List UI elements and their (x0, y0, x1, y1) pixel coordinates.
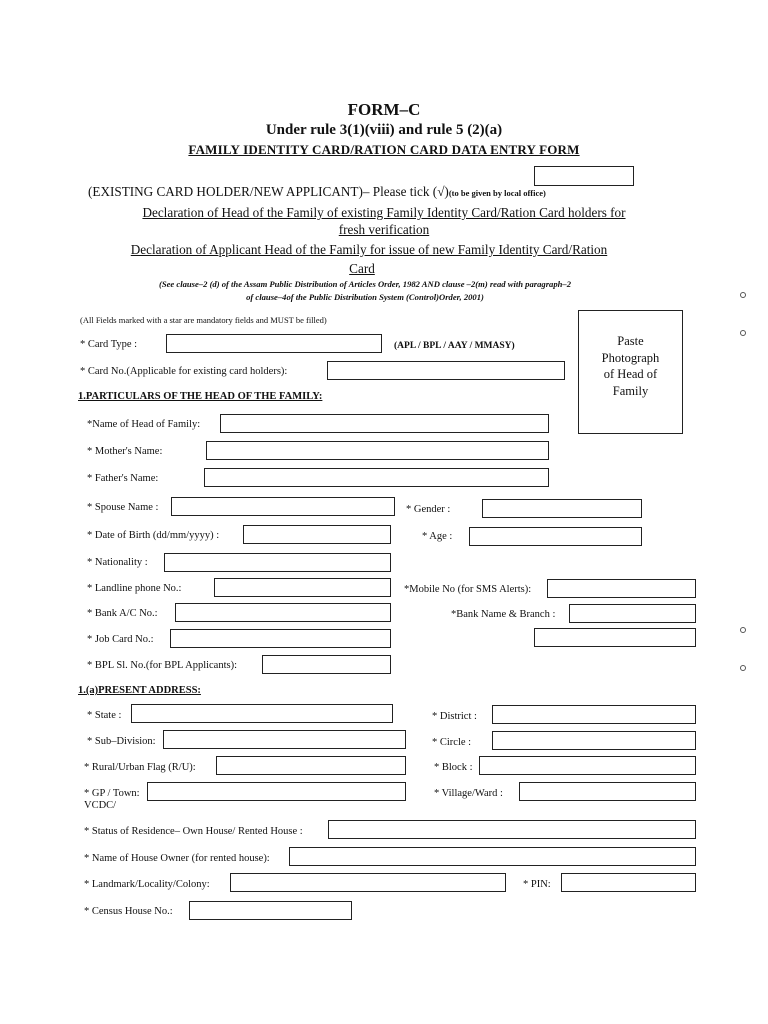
dob-field[interactable] (243, 525, 391, 544)
father-name-field[interactable] (204, 468, 549, 487)
rural-urban-label: * Rural/Urban Flag (R/U): (84, 762, 196, 773)
landmark-field[interactable] (230, 873, 506, 892)
mobile-field[interactable] (547, 579, 696, 598)
gp-town-label: * GP / Town: (84, 788, 140, 799)
gender-field[interactable] (482, 499, 642, 518)
declaration-new-cont: Card (349, 261, 375, 276)
landline-label: * Landline phone No.: (87, 583, 182, 594)
declaration-existing: Declaration of Head of the Family of existing Family Identity Card/Ration Card holders for (142, 205, 626, 220)
subdivision-field[interactable] (163, 730, 406, 749)
mother-name-field[interactable] (206, 441, 549, 460)
bank-ac-field[interactable] (175, 603, 391, 622)
bank-name-label: *Bank Name & Branch : (451, 609, 556, 620)
job-card-label: * Job Card No.: (87, 634, 154, 645)
circle-label: * Circle : (432, 737, 472, 748)
village-label: * Village/Ward : (434, 788, 503, 799)
vcdc-label: VCDC/ (84, 800, 117, 811)
gender-label: * Gender : (406, 504, 451, 515)
card-no-label: * Card No.(Applicable for existing card holders): (80, 366, 288, 377)
mobile-label: *Mobile No (for SMS Alerts): (404, 584, 532, 595)
bank-ac-label: * Bank A/C No.: (87, 608, 158, 619)
state-field[interactable] (131, 704, 393, 723)
nationality-label: * Nationality : (87, 557, 148, 568)
card-type-options: (APL / BPL / AAY / MMASY) (394, 341, 515, 351)
margin-punch-mark (740, 627, 746, 633)
declaration-existing-cont: fresh verification (338, 222, 430, 237)
gp-town-field[interactable] (147, 782, 406, 801)
margin-punch-mark (740, 292, 746, 298)
photo-line-2: Photograph (601, 350, 660, 365)
card-no-field[interactable] (327, 361, 565, 380)
state-label: * State : (87, 710, 122, 721)
margin-punch-mark (740, 330, 746, 336)
spouse-name-label: * Spouse Name : (87, 502, 159, 513)
residence-status-field[interactable] (328, 820, 696, 839)
circle-field[interactable] (492, 731, 696, 750)
photo-paste-area (578, 310, 683, 434)
tick-line (88, 184, 546, 200)
age-field[interactable] (469, 527, 642, 546)
head-name-field[interactable] (220, 414, 549, 433)
bpl-no-label: * BPL Sl. No.(for BPL Applicants): (87, 660, 238, 671)
landmark-label: * Landmark/Locality/Colony: (84, 879, 210, 890)
declaration-new: Declaration of Applicant Head of the Family for issue of new Family Identity Card/Ration (130, 242, 608, 257)
photo-line-3: of Head of (603, 367, 658, 381)
dob-label: * Date of Birth (dd/mm/yyyy) : (87, 530, 220, 541)
office-use-box[interactable] (534, 166, 634, 186)
district-field[interactable] (492, 705, 696, 724)
village-field[interactable] (519, 782, 696, 801)
spouse-name-field[interactable] (171, 497, 395, 516)
tick-line-text: (EXISTING CARD HOLDER/NEW APPLICANT)– Please tick (√) (88, 184, 449, 199)
section-present-address: 1.(a)PRESENT ADDRESS: (78, 685, 201, 696)
tick-note: (to be given by local office) (448, 188, 546, 198)
bpl-no-field[interactable] (262, 655, 391, 674)
margin-punch-mark (740, 665, 746, 671)
mandatory-note: (All Fields marked with a star are mandatory fields and MUST be filled) (80, 315, 327, 325)
residence-status-label: * Status of Residence– Own House/ Rented House : (84, 826, 303, 837)
clause-reference-cont: of clause–4of the Public Distribution System (Control)Order, 2001) (246, 292, 484, 302)
house-owner-field[interactable] (289, 847, 696, 866)
census-label: * Census House No.: (84, 906, 173, 917)
mother-name-label: * Mother's Name: (87, 446, 163, 457)
bank-name-field[interactable] (569, 604, 696, 623)
age-label: * Age : (422, 531, 453, 542)
extra-card-field[interactable] (534, 628, 696, 647)
form-name: FORM–C (347, 100, 421, 119)
card-type-label: * Card Type : (80, 339, 138, 350)
clause-reference: (See clause–2 (d) of the Assam Public Distribution of Articles Order, 1982 AND clause –2(m) read with paragraph–2 (158, 279, 572, 289)
census-field[interactable] (189, 901, 352, 920)
photo-line-1: Paste (617, 334, 644, 348)
subdivision-label: * Sub–Division: (87, 736, 156, 747)
district-label: * District : (432, 711, 477, 722)
photo-line-4: Family (612, 383, 649, 398)
form-title: FAMILY IDENTITY CARD/RATION CARD DATA ENTRY FORM (188, 142, 580, 157)
block-field[interactable] (479, 756, 696, 775)
job-card-field[interactable] (170, 629, 391, 648)
nationality-field[interactable] (164, 553, 391, 572)
pin-label: * PIN: (523, 879, 551, 890)
rural-urban-field[interactable] (216, 756, 406, 775)
head-name-label: *Name of Head of Family: (87, 419, 201, 430)
landline-field[interactable] (214, 578, 391, 597)
pin-field[interactable] (561, 873, 696, 892)
father-name-label: * Father's Name: (87, 473, 159, 484)
card-type-field[interactable] (166, 334, 382, 353)
rule-reference: Under rule 3(1)(viii) and rule 5 (2)(a) (265, 122, 503, 138)
house-owner-label: * Name of House Owner (for rented house): (84, 853, 270, 864)
section-head-of-family: 1.PARTICULARS OF THE HEAD OF THE FAMILY: (78, 391, 323, 402)
block-label: * Block : (434, 762, 473, 773)
